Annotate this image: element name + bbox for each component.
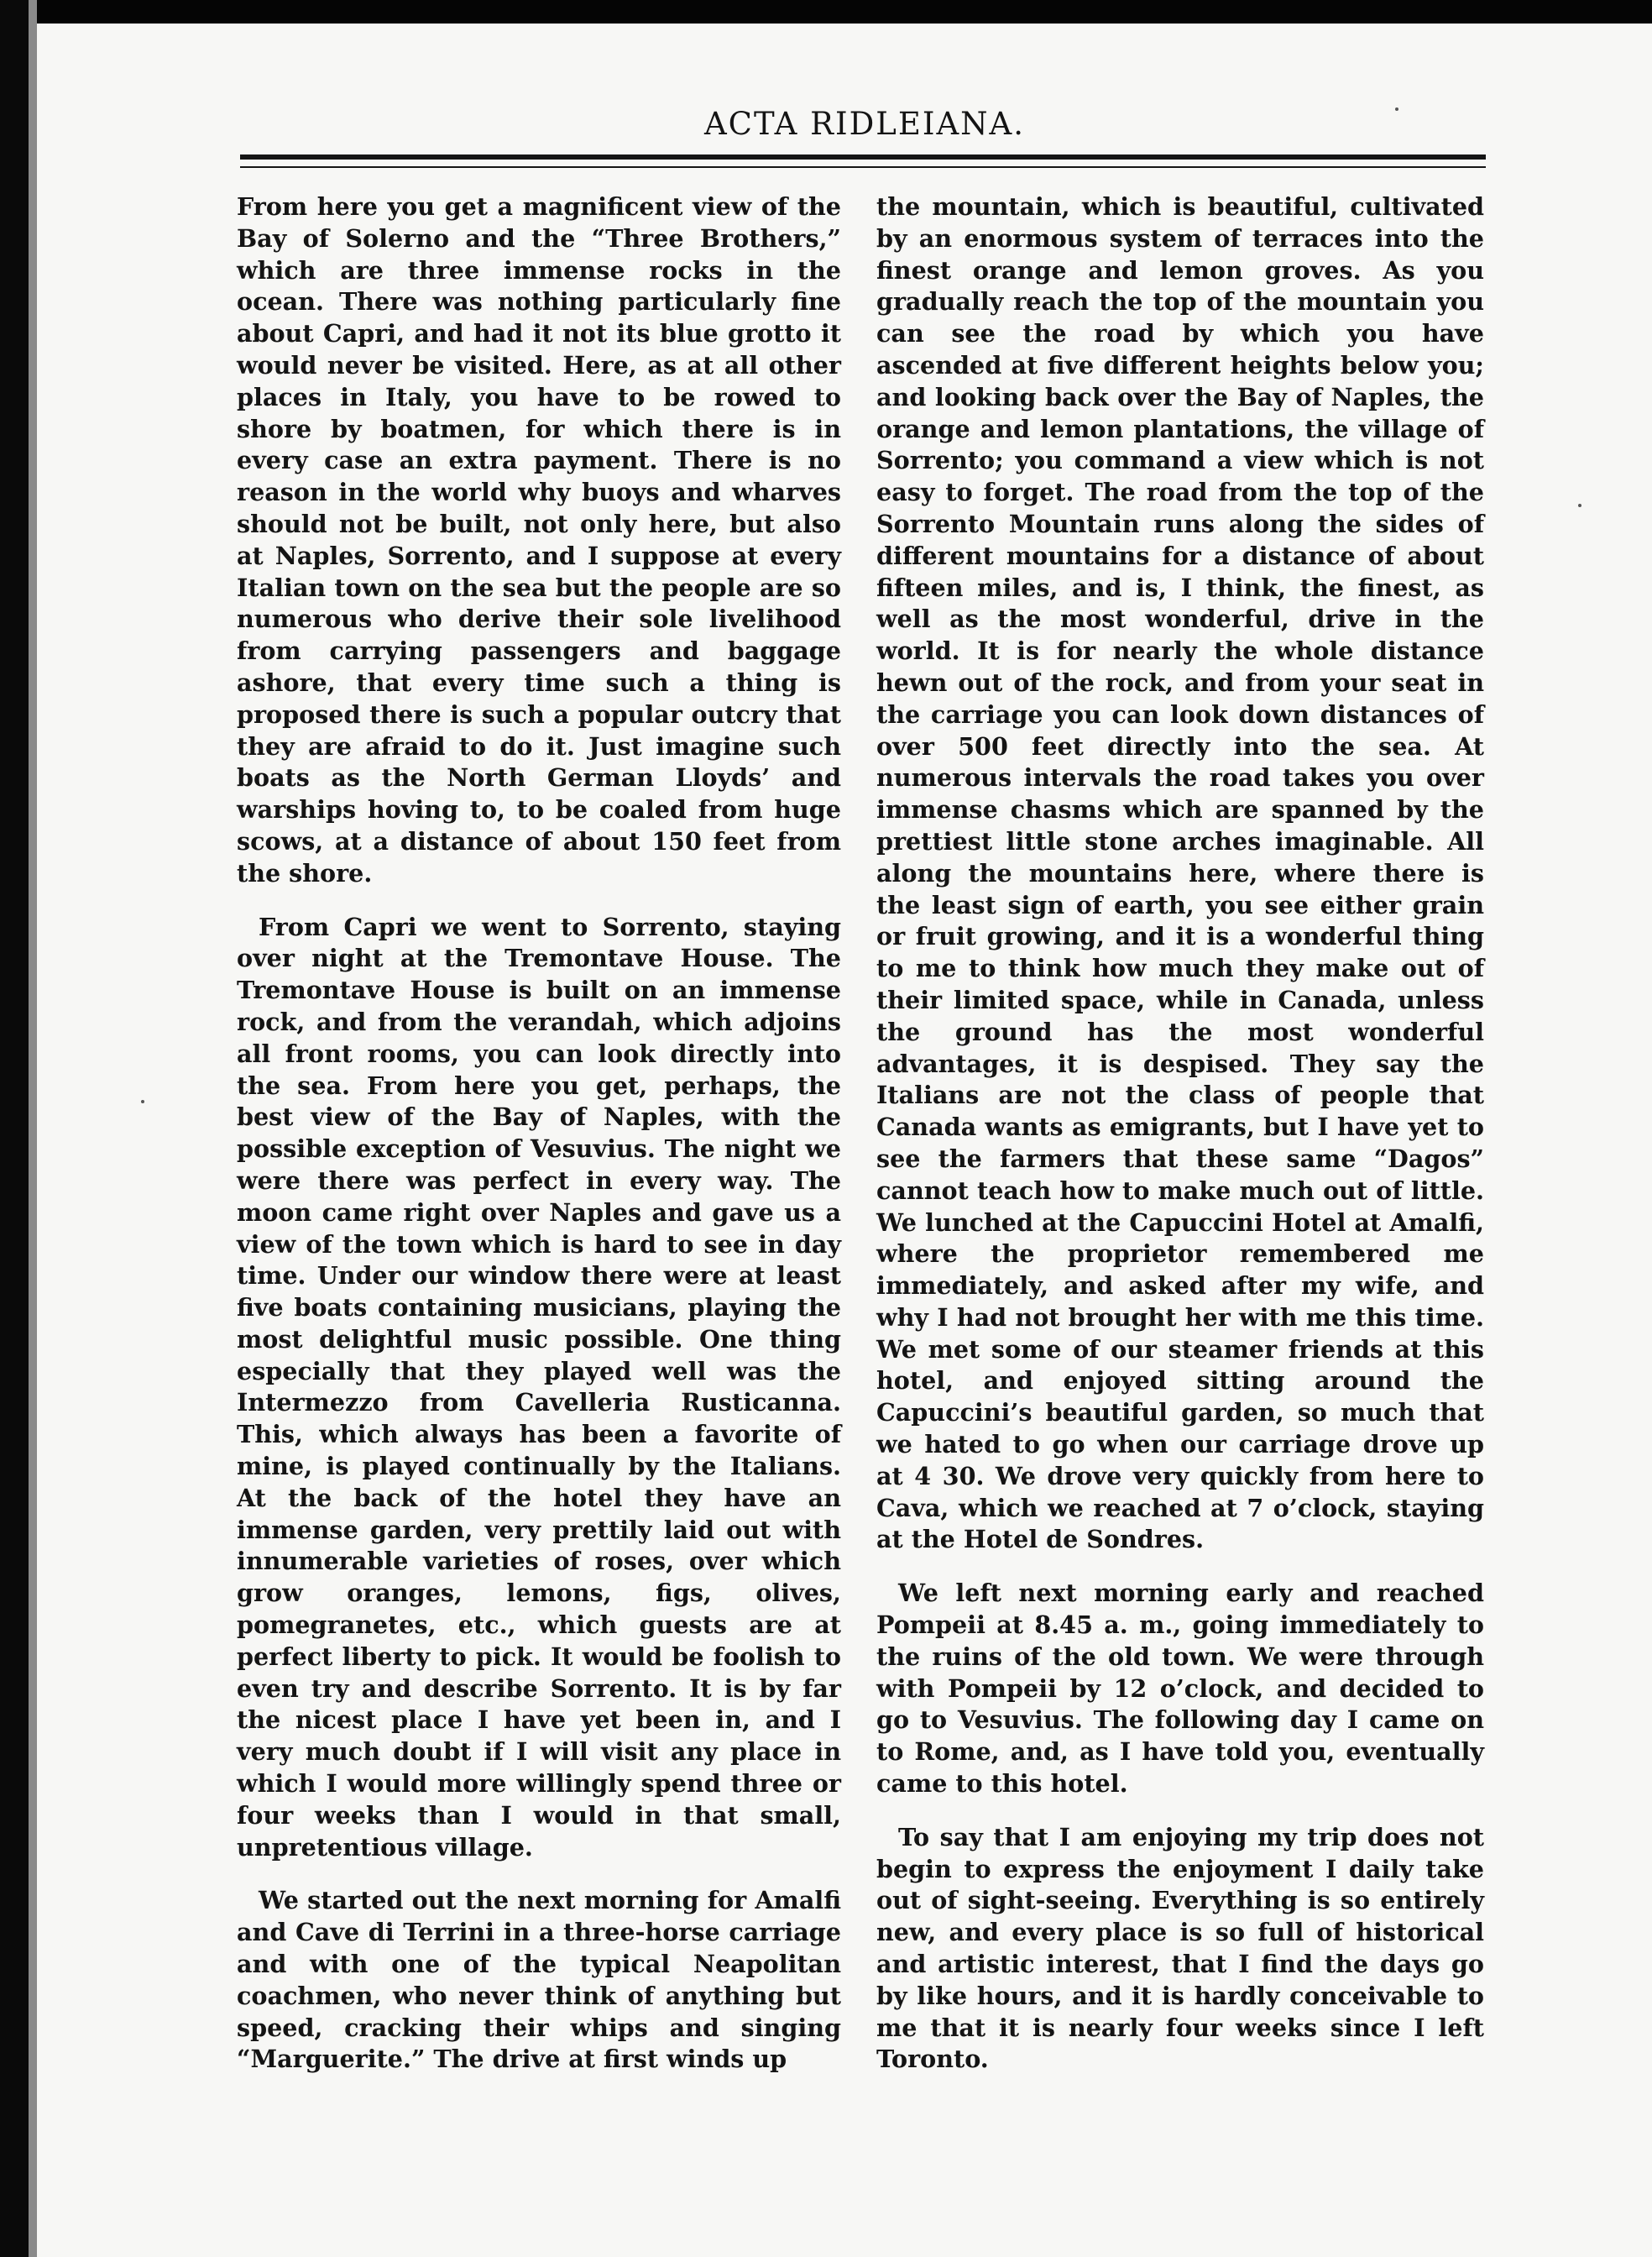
paragraph: To say that I am enjoying my trip does not begin to express the enjoyment I daily take out of sight-seeing. Everything is so entirely new, and every place is so full of historical and artistic interest, that I find the days go by like hours, and it is hardly conceivable to me that it is nearly four weeks since I left Toronto. — [876, 1822, 1484, 2074]
header-rule-thick — [240, 154, 1486, 160]
scan-speck — [1578, 504, 1581, 507]
running-header: ACTA RIDLEIANA. — [703, 106, 1026, 142]
paragraph: From here you get a magnificent view of the Bay of Solerno and the “Three Brothers,” which are three immense rocks in the ocean. There was nothing particularly fine about Capri, and had it not its blue grotto it would never be visited. Here, as at all other places in Italy, you have to be rowed to shore by boatmen, for which there is in every case an extra payment. There is no reason in the world why buoys and wharves should not be built, not only here, but also at Naples, Sorrento, and I suppose at every Italian town on the sea but the people are so numerous who derive their sole livelihood from carrying passengers and baggage ashore, that every time such a thing is proposed there is such a popular outcry that they are afraid to do it. Just imagine such boats as the North German Lloyds’ and warships hoving to, to be coaled from huge scows, at a distance of about 150 feet from the shore. — [237, 192, 841, 888]
header-rule-thin — [240, 166, 1486, 168]
paragraph: the mountain, which is beautiful, cultivated by an enormous system of terraces into the finest orange and lemon groves. As you gradually reach the top of the mountain you can see the road by which you have ascended at five different heights below you; and looking back over the Bay of Naples, the orange and lemon plantations, the village of Sorrento; you command a view which is not easy to forget. The road from the top of the Sorrento Mountain runs along the sides of different mountains for a distance of about fifteen miles, and is, I think, the finest, as well as the most wonderful, drive in the world. It is for nearly the whole distance hewn out of the rock, and from your seat in the carriage you can look down distances of over 500 feet directly into the sea. At numerous intervals the road takes you over immense chasms which are spanned by the prettiest little stone arches imaginable. All along the mountains here, where there is the least sign of earth, you see either grain or fruit growing, and it is a wonderful thing to me to think how much they make out of their limited space, while in Canada, unless the ground has the most wonderful advantages, it is despised. They say the Italians are not the class of people that Canada wants as emigrants, but I have yet to see the farmers that these same “Dagos” cannot teach how to make much out of little. We lunched at the Capuccini Hotel at Amalfi, where the proprietor remembered me immediately, and asked after my wife, and why I had not brought her with me this time. We met some of our steamer friends at this hotel, and enjoyed sitting around the Capuccini’s beautiful garden, so much that we hated to go when our carriage drove up at 4 30. We drove very quickly from here to Cava, which we reached at 7 o’clock, staying at the Hotel de Sondres. — [876, 192, 1484, 1554]
paragraph: From Capri we went to Sorrento, staying over night at the Tremontave House. The Tremontave House is built on an immense rock, and from the verandah, which adjoins all front rooms, you can look directly into the sea. From here you get, perhaps, the best view of the Bay of Naples, with the possible exception of Vesuvius. The night we were there was perfect in every way. The moon came right over Naples and gave us a view of the town which is hard to see in day time. Under our window there were at least five boats containing musicians, playing the most delightful music possible. One thing especially that they played well was the Intermezzo from Cavelleria Rusticanna. This, which always has been a favorite of mine, is played continually by the Italians. At the back of the hotel they have an immense garden, very prettily laid out with innumerable varieties of roses, over which grow oranges, lemons, figs, olives, pomegranetes, etc., which guests are at perfect liberty to pick. It would be foolish to even try and describe Sorrento. It is by far the nicest place I have yet been in, and I very much doubt if I will visit any place in which I would more willingly spend three or four weeks than I would in that small, unpretentious village. — [237, 912, 841, 1862]
scan-left-edge-shadow — [29, 0, 37, 2257]
scan-speck — [1395, 107, 1398, 111]
scan-speck — [141, 1100, 144, 1103]
scan-left-border — [0, 0, 29, 2257]
paragraph: We started out the next morning for Amalfi and Cave di Terrini in a three-horse carriage and with one of the typical Neapolitan coachmen, who never think of anything but speed, cracking their whips and singing “Marguerite.” The drive at first winds up — [237, 1886, 841, 2074]
left-column — [237, 191, 841, 2097]
right-column — [876, 191, 1484, 2097]
paragraph: We left next morning early and reached Pompeii at 8.45 a. m., going immediately to the ruins of the old town. We were through with Pompeii by 12 o’clock, and decided to go to Vesuvius. The following day I came on to Rome, and, as I have told you, eventually came to this hotel. — [876, 1579, 1484, 1799]
scan-top-border — [0, 0, 1652, 24]
